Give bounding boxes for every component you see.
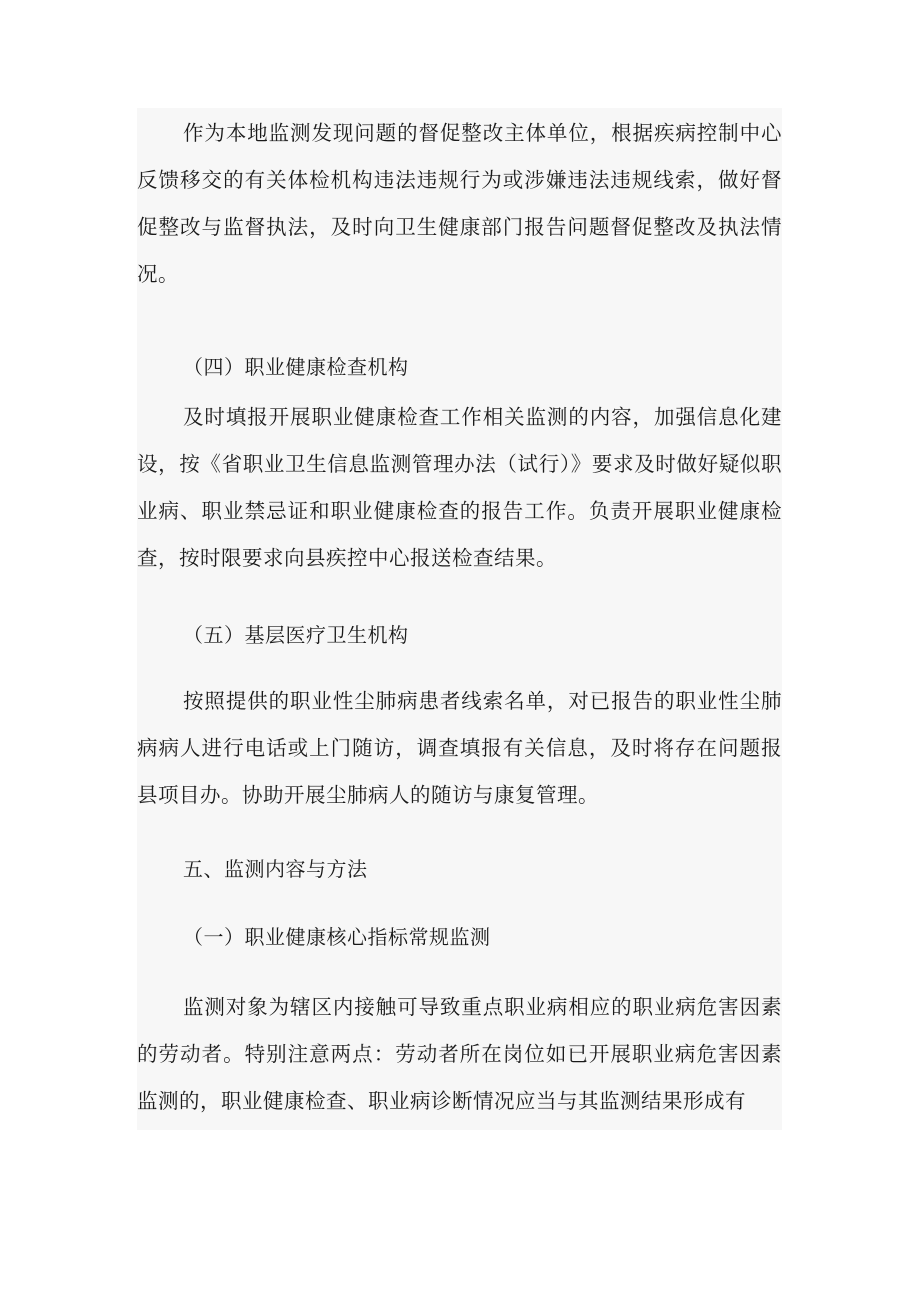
paragraph-supervision: 作为本地监测发现问题的督促整改主体单位，根据疾病控制中心反馈移交的有关体检机构违法违规行为或涉嫌违法违规线索，做好督促整改与监督执法，及时向卫生健康部门报告问题督促整改及执法情况。 — [137, 121, 782, 286]
paragraph-monitoring-subjects: 监测对象为辖区内接触可导致重点职业病相应的职业病危害因素的劳动者。特别注意两点：劳动者所在岗位如已开展职业病危害因素监测的，职业健康检查、职业病诊断情况应当与其监测结果形成有 — [137, 995, 782, 1113]
heading-core-indicator-monitoring: （一）职业健康核心指标常规监测 — [183, 925, 491, 949]
heading-occupational-health-exam-institutions: （四）职业健康检查机构 — [183, 355, 409, 379]
heading-monitoring-content-methods: 五、监测内容与方法 — [183, 857, 368, 881]
paragraph-exam-institution-duties: 及时填报开展职业健康检查工作相关监测的内容，加强信息化建设，按《省职业卫生信息监测管理办法（试行）》要求及时做好疑似职业病、职业禁忌证和职业健康检查的报告工作。负责开展职业健康检查，按时限要求向县疾控中心报送检查结果。 — [137, 405, 782, 570]
paragraph-primary-institution-duties: 按照提供的职业性尘肺病患者线索名单，对已报告的职业性尘肺病病人进行电话或上门随访，调查填报有关信息，及时将存在问题报县项目办。协助开展尘肺病人的随访与康复管理。 — [137, 689, 782, 807]
document-page — [137, 108, 782, 1130]
heading-primary-medical-institutions: （五）基层医疗卫生机构 — [183, 623, 409, 647]
